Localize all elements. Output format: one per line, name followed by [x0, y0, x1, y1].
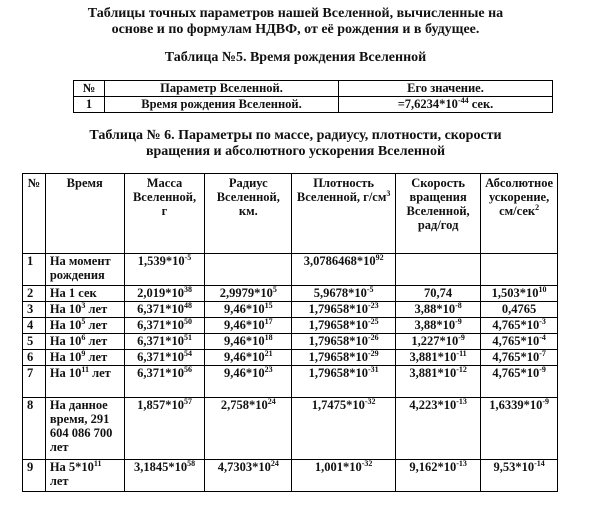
cell-mass	[124, 302, 205, 318]
accel-exponent: -14	[534, 459, 545, 468]
cell-density	[292, 460, 396, 492]
mass-exponent: 58	[187, 459, 196, 468]
cell-density	[292, 334, 396, 350]
density-exponent: -23	[367, 301, 379, 310]
time-exponent: 6	[81, 333, 86, 342]
speed-exponent: -13	[456, 397, 467, 406]
table-row	[23, 318, 558, 334]
cell-radius	[205, 398, 292, 460]
table6-title-line1: Таблица № 6. Параметры по массе, радиусу, плотности, скорости	[89, 128, 502, 143]
mass-mantissa: 1,539*10	[137, 254, 185, 268]
cell-time	[45, 460, 124, 492]
cell-mass	[124, 286, 205, 302]
accel-exponent: -9	[542, 397, 549, 406]
table6-header-time: Время	[45, 174, 124, 254]
speed-mantissa: 3,88*10	[414, 318, 456, 332]
cell-accel	[481, 366, 558, 398]
cell-density	[292, 302, 396, 318]
cell-density	[292, 318, 396, 334]
table6-header-mass: Масса Вселенной, г	[124, 174, 205, 254]
cell-time	[45, 334, 124, 350]
accel-label-exp: 2	[535, 203, 540, 212]
radius-exponent: 21	[264, 349, 273, 358]
density-mantissa: 1,79658*10	[308, 366, 368, 380]
cell-accel	[481, 460, 558, 492]
speed-mantissa: 3,881*10	[409, 350, 457, 364]
density-mantissa: 1,001*10	[314, 460, 362, 474]
accel-mantissa: 9,53*10	[493, 460, 535, 474]
table-row	[74, 97, 553, 113]
density-exponent: -25	[367, 317, 379, 326]
table6-header-accel	[481, 174, 558, 254]
time-text: На 10	[49, 302, 82, 316]
accel-mantissa: 4,765*10	[492, 318, 540, 332]
cell-num: 6	[23, 350, 46, 366]
table-row	[23, 334, 558, 350]
cell-density	[292, 366, 396, 398]
mass-exponent: -5	[184, 253, 192, 262]
accel-label: Абсолютное ускорение, см/сек	[485, 176, 553, 218]
table6-header-speed: Скорость вращения Вселенной, рад/год	[396, 174, 481, 254]
speed-mantissa: 4,223*10	[409, 398, 457, 412]
radius-mantissa: 9,46*10	[223, 350, 265, 364]
cell-radius	[205, 350, 292, 366]
speed-exponent: -11	[456, 349, 467, 358]
mass-mantissa: 2,019*10	[137, 286, 184, 300]
table5-header-num: №	[74, 81, 105, 97]
speed-exponent: -9	[458, 333, 465, 342]
main-title-line2: основе и по формулам НДВФ, от её рождения и в будущее.	[111, 22, 480, 37]
density-mantissa: 1,79658*10	[308, 334, 368, 348]
time-text: На 5*10	[49, 460, 94, 474]
value-mantissa: =7,6234*10	[397, 97, 458, 111]
table5-cell-param: Время рождения Вселенной.	[105, 97, 339, 113]
speed-mantissa: 3,88*10	[414, 302, 456, 316]
cell-speed	[396, 254, 481, 286]
cell-radius	[205, 460, 292, 492]
time-tail: лет	[49, 474, 69, 488]
time-exponent: 11	[93, 459, 102, 468]
cell-density	[292, 398, 396, 460]
cell-radius	[205, 286, 292, 302]
density-exponent: -5	[366, 285, 374, 294]
mass-exponent: 38	[183, 285, 192, 294]
time-text: На 10	[49, 350, 82, 364]
cell-speed	[396, 286, 481, 302]
cell-speed	[396, 334, 481, 350]
cell-speed	[396, 350, 481, 366]
density-mantissa: 1,79658*10	[308, 302, 368, 316]
radius-exponent: 24	[267, 397, 276, 406]
cell-num: 5	[23, 334, 46, 350]
table5-header-value: Его значение.	[339, 81, 553, 97]
radius-mantissa: 2,9979*10	[219, 286, 273, 300]
time-tail: лет	[85, 334, 108, 348]
cell-time	[45, 302, 124, 318]
time-exponent: 5	[81, 317, 86, 326]
mass-mantissa: 6,371*10	[137, 318, 184, 332]
cell-time	[45, 286, 124, 302]
table-row	[23, 350, 558, 366]
table5-header-param: Параметр Вселенной.	[105, 81, 339, 97]
time-exponent: 11	[81, 365, 89, 374]
time-text: На 10	[49, 366, 82, 380]
cell-num: 8	[23, 398, 46, 460]
cell-radius	[205, 302, 292, 318]
density-exponent: -32	[364, 397, 376, 406]
cell-mass	[124, 334, 205, 350]
cell-speed	[396, 302, 481, 318]
cell-density	[292, 350, 396, 366]
cell-radius	[205, 318, 292, 334]
cell-num: 2	[23, 286, 46, 302]
cell-accel	[481, 398, 558, 460]
cell-num: 7	[23, 366, 46, 398]
mass-mantissa: 1,857*10	[137, 398, 184, 412]
cell-speed	[396, 366, 481, 398]
accel-exponent: -7	[539, 349, 546, 358]
mass-mantissa: 6,371*10	[137, 302, 184, 316]
density-mantissa: 1,7475*10	[311, 398, 365, 412]
time-text: На момент рождения	[49, 254, 111, 282]
time-tail: лет	[85, 302, 108, 316]
time-tail: лет	[85, 350, 108, 364]
table-row	[23, 286, 558, 302]
table6-header-density	[292, 174, 396, 254]
mass-exponent: 51	[183, 333, 192, 342]
speed-exponent: -9	[455, 317, 462, 326]
mass-exponent: 56	[183, 365, 192, 374]
cell-time	[45, 254, 124, 286]
time-text: На 10	[49, 318, 82, 332]
table6-header-radius: Радиус Вселенной, км.	[205, 174, 292, 254]
cell-mass	[124, 318, 205, 334]
table6-title-line2: вращения и абсолютного ускорения Вселенной	[145, 144, 446, 159]
cell-mass	[124, 460, 205, 492]
radius-exponent: 23	[264, 365, 273, 374]
density-mantissa: 1,79658*10	[308, 318, 368, 332]
cell-time	[45, 366, 124, 398]
mass-exponent: 54	[183, 349, 192, 358]
table-row	[23, 398, 558, 460]
radius-exponent: 15	[264, 301, 273, 310]
time-tail: лет	[88, 366, 111, 380]
table5	[73, 80, 553, 113]
accel-mantissa: 4,765*10	[492, 366, 540, 380]
cell-accel	[481, 286, 558, 302]
radius-mantissa: 9,46*10	[223, 302, 265, 316]
cell-num: 4	[23, 318, 46, 334]
density-exponent: 92	[375, 253, 384, 262]
speed-exponent: -13	[456, 459, 467, 468]
radius-mantissa: 9,46*10	[223, 366, 265, 380]
density-exponent: -29	[367, 349, 379, 358]
mass-mantissa: 3,1845*10	[133, 460, 188, 474]
accel-mantissa: 1,6339*10	[489, 398, 543, 412]
table5-title: Таблица №5. Время рождения Вселенной	[164, 50, 427, 65]
radius-exponent: 5	[272, 285, 277, 294]
density-mantissa: 5,9678*10	[313, 286, 367, 300]
table6-header-num: №	[23, 174, 46, 254]
cell-speed	[396, 398, 481, 460]
speed-mantissa: 3,881*10	[409, 366, 457, 380]
time-tail: лет	[85, 318, 108, 332]
table6	[22, 173, 558, 492]
accel-mantissa: 4,765*10	[492, 350, 540, 364]
cell-accel	[481, 302, 558, 318]
cell-num: 1	[23, 254, 46, 286]
main-title-line1: Таблицы точных параметров нашей Вселенной, вычисленные на	[87, 6, 504, 21]
time-text: На 1 сек	[49, 286, 97, 300]
cell-mass	[124, 366, 205, 398]
mass-mantissa: 6,371*10	[137, 350, 184, 364]
cell-mass	[124, 398, 205, 460]
speed-mantissa: 1,227*10	[411, 334, 459, 348]
accel-exponent: -4	[539, 333, 546, 342]
mass-exponent: 48	[183, 301, 192, 310]
accel-mantissa: 4,765*10	[492, 334, 540, 348]
accel-exponent: 10	[538, 285, 547, 294]
cell-accel	[481, 334, 558, 350]
cell-density	[292, 286, 396, 302]
radius-mantissa: 4,7303*10	[217, 460, 271, 474]
mass-mantissa: 6,371*10	[137, 366, 184, 380]
radius-exponent: 17	[264, 317, 273, 326]
cell-accel	[481, 350, 558, 366]
cell-time	[45, 350, 124, 366]
cell-radius	[205, 366, 292, 398]
table-row	[23, 254, 558, 286]
time-text: На данное время, 291 604 086 700 лет	[49, 398, 113, 454]
cell-density	[292, 254, 396, 286]
value-unit: сек.	[468, 97, 494, 111]
cell-radius	[205, 254, 292, 286]
table6-header-row	[23, 174, 558, 254]
cell-accel	[481, 318, 558, 334]
radius-mantissa: 2,758*10	[220, 398, 268, 412]
accel-exponent: -3	[539, 317, 546, 326]
radius-exponent: 18	[264, 333, 273, 342]
density-label: Плотность Вселенной, г/см	[296, 176, 387, 204]
accel-mantissa: 0,4765	[501, 302, 537, 316]
table5-header-row	[74, 81, 553, 97]
cell-time	[45, 398, 124, 460]
table5-cell-num: 1	[74, 97, 105, 113]
density-exponent: -26	[367, 333, 379, 342]
cell-num: 9	[23, 460, 46, 492]
density-exponent: -32	[361, 459, 373, 468]
cell-accel	[481, 254, 558, 286]
cell-time	[45, 318, 124, 334]
radius-mantissa: 9,46*10	[223, 334, 265, 348]
cell-mass	[124, 350, 205, 366]
density-mantissa: 1,79658*10	[308, 350, 368, 364]
density-label-exp: 3	[386, 189, 391, 198]
cell-speed	[396, 460, 481, 492]
table-row	[23, 366, 558, 398]
mass-exponent: 50	[183, 317, 192, 326]
cell-speed	[396, 318, 481, 334]
cell-num: 3	[23, 302, 46, 318]
time-exponent: 3	[81, 301, 86, 310]
speed-exponent: -8	[455, 301, 462, 310]
speed-mantissa: 9,162*10	[409, 460, 457, 474]
cell-radius	[205, 334, 292, 350]
table-row	[23, 460, 558, 492]
density-exponent: -31	[367, 365, 379, 374]
table-row	[23, 302, 558, 318]
value-exponent: -44	[457, 96, 469, 105]
cell-mass	[124, 254, 205, 286]
accel-mantissa: 1,503*10	[491, 286, 539, 300]
mass-mantissa: 6,371*10	[137, 334, 184, 348]
table5-cell-value	[339, 97, 553, 113]
time-exponent: 9	[81, 349, 86, 358]
radius-mantissa: 9,46*10	[223, 318, 265, 332]
speed-mantissa: 70,74	[424, 286, 453, 300]
time-text: На 10	[49, 334, 82, 348]
speed-exponent: -12	[456, 365, 467, 374]
mass-exponent: 57	[183, 397, 192, 406]
radius-exponent: 24	[270, 459, 279, 468]
accel-exponent: -9	[539, 365, 546, 374]
density-mantissa: 3,0786468*10	[303, 254, 376, 268]
